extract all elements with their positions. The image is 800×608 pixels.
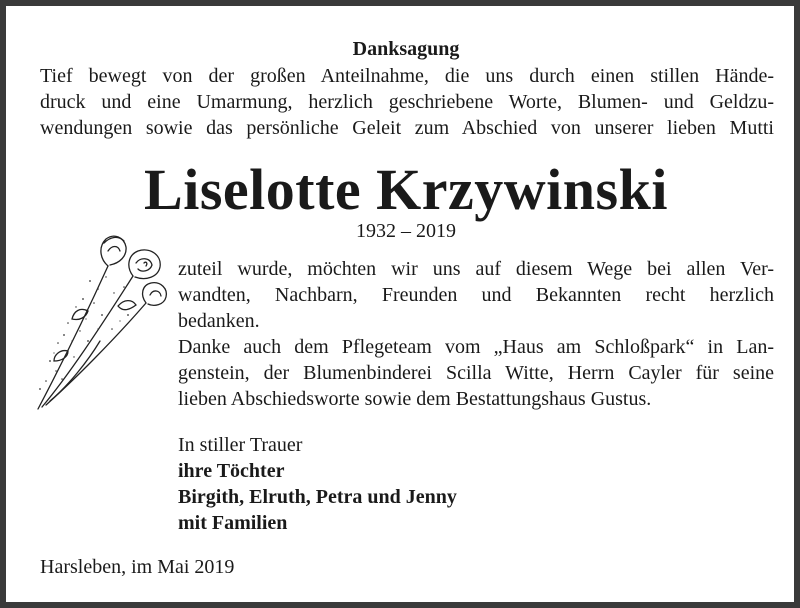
- rose-icon: [28, 211, 173, 416]
- life-years: 1932 – 2019: [356, 220, 456, 242]
- closing-line: ihre Töchter: [178, 460, 285, 482]
- closing-signature: [178, 432, 457, 536]
- body-line: wandten, Nachbarn, Freunden und Bekannten recht herzlich: [178, 284, 774, 306]
- intro-paragraph: [40, 63, 774, 141]
- notice-heading: Danksagung: [352, 38, 460, 60]
- closing-line: Birgith, Elruth, Petra und Jenny: [178, 486, 457, 508]
- body-line: bedanken.: [178, 310, 260, 332]
- intro-line: druck und eine Umarmung, herzlich geschriebene Worte, Blumen- und Geldzu-: [40, 91, 774, 113]
- body-line: genstein, der Blumenbinderei Scilla Witte, Herrn Cayler für seine: [178, 362, 774, 384]
- place-date: Harsleben, im Mai 2019: [40, 556, 235, 578]
- closing-line: mit Familien: [178, 512, 288, 534]
- body-line: Danke auch dem Pflegeteam vom „Haus am Schloßpark“ in Lan-: [178, 336, 774, 358]
- thanks-paragraph: [178, 256, 774, 412]
- body-line: zuteil wurde, möchten wir uns auf diesem Wege bei allen Ver-: [178, 258, 774, 280]
- body-line: lieben Abschiedsworte sowie dem Bestattungshaus Gustus.: [178, 388, 652, 410]
- intro-line: Tief bewegt von der großen Anteilnahme, die uns durch einen stillen Hände-: [40, 65, 774, 87]
- intro-line: wendungen sowie das persönliche Geleit zum Abschied von unserer lieben Mutti: [40, 117, 774, 139]
- closing-intro: In stiller Trauer: [178, 434, 303, 456]
- deceased-name: Liselotte Krzywinski: [144, 157, 668, 222]
